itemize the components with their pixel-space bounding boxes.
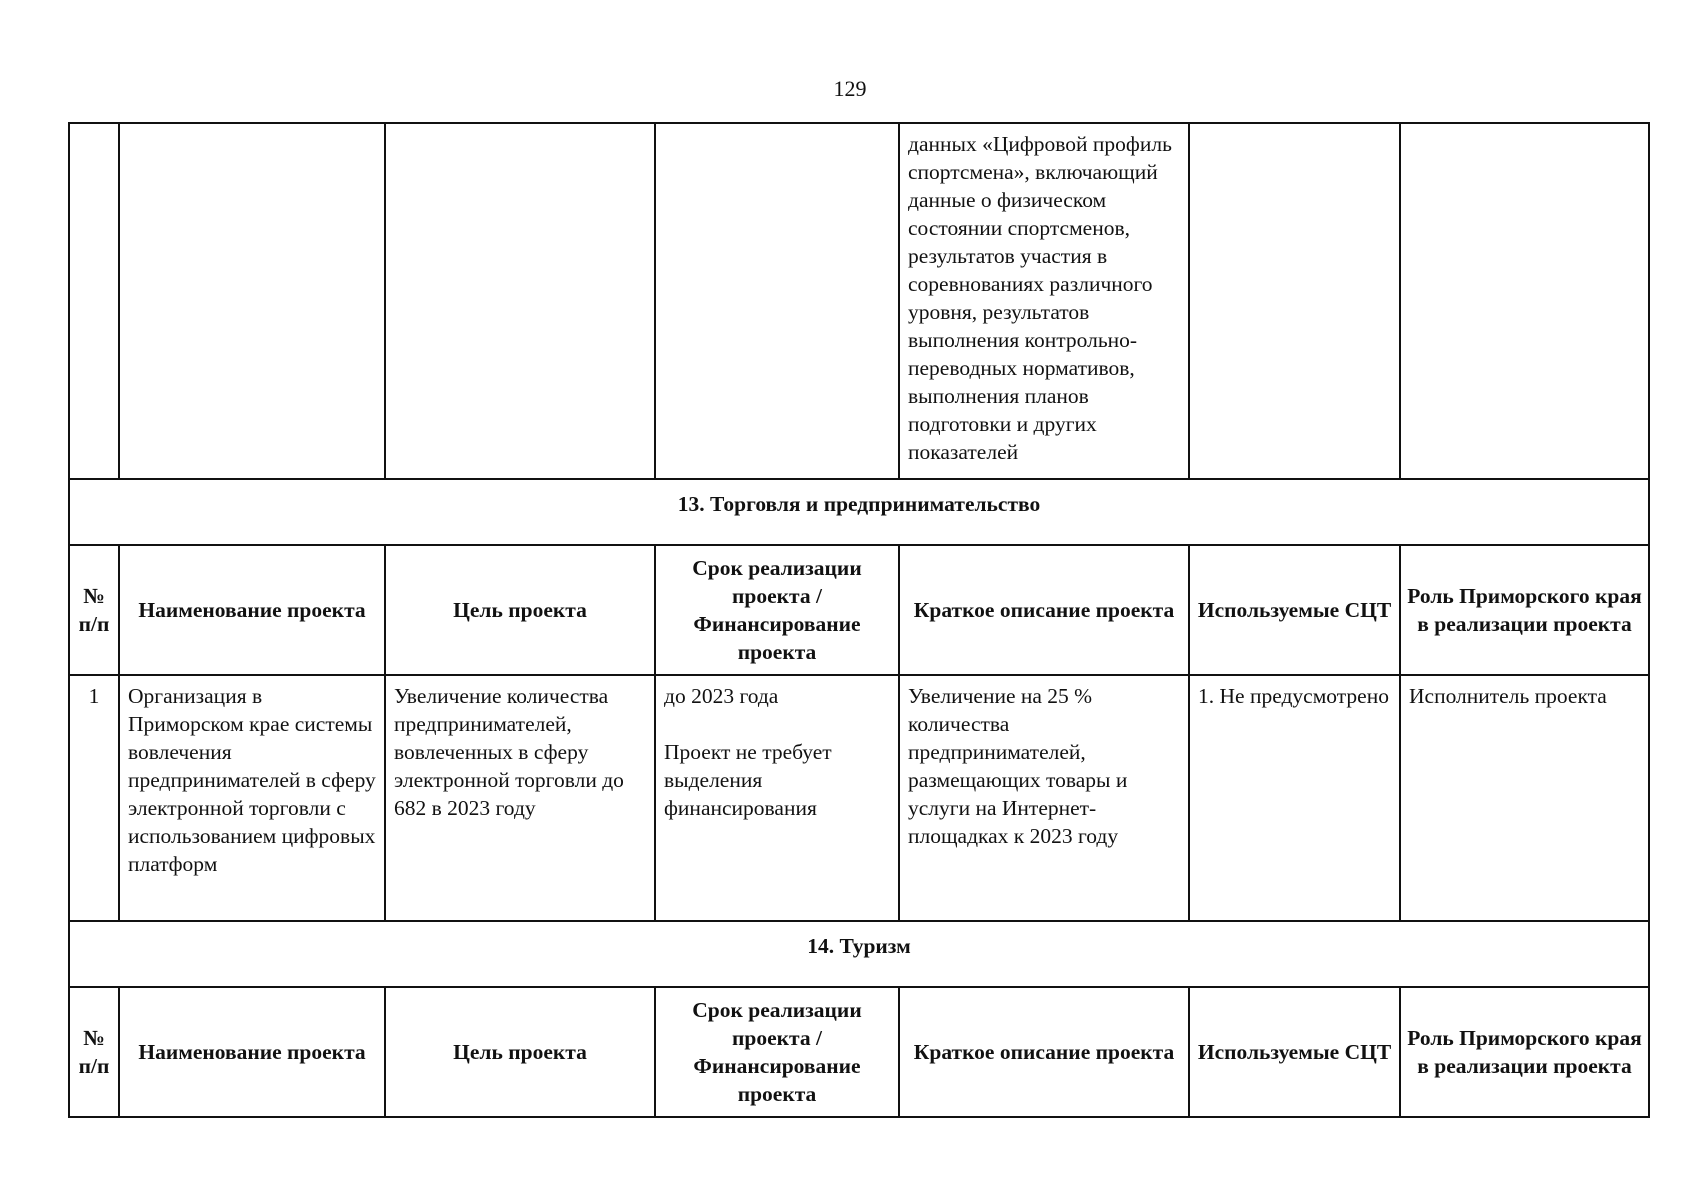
section-title-row bbox=[69, 479, 1649, 545]
column-header-term: Срок реализации проекта / Финансирование проекта bbox=[655, 987, 899, 1117]
continuation-description: данных «Цифровой профиль спортсмена», включающий данные о физическом состоянии спортсменов, результатов участия в соревнованиях различного уровня, результатов выполнения контрольно-переводных нормативов, выполнения планов подготовки и других показателей bbox=[899, 123, 1189, 479]
column-header-term: Срок реализации проекта / Финансирование проекта bbox=[655, 545, 899, 675]
cell-empty bbox=[1189, 123, 1400, 479]
column-header-tech: Используемые СЦТ bbox=[1189, 545, 1400, 675]
project-role: Исполнитель проекта bbox=[1400, 675, 1649, 921]
column-header-role: Роль Приморского края в реализации проекта bbox=[1400, 987, 1649, 1117]
project-term-cell bbox=[655, 675, 899, 921]
row-number: 1 bbox=[69, 675, 119, 921]
continuation-row bbox=[69, 123, 1649, 479]
section-title-row bbox=[69, 921, 1649, 987]
column-header-description: Краткое описание проекта bbox=[899, 545, 1189, 675]
section-title: 13. Торговля и предпринимательство bbox=[69, 479, 1649, 545]
projects-table bbox=[68, 122, 1650, 1118]
spacer bbox=[664, 710, 890, 738]
column-header-number: № п/п bbox=[69, 987, 119, 1117]
column-header-number: № п/п bbox=[69, 545, 119, 675]
project-goal: Увеличение количества предпринимателей, вовлеченных в сферу электронной торговли до 682 в 2023 году bbox=[385, 675, 655, 921]
column-header-name: Наименование проекта bbox=[119, 987, 385, 1117]
column-header-goal: Цель проекта bbox=[385, 987, 655, 1117]
column-header-role: Роль Приморского края в реализации проекта bbox=[1400, 545, 1649, 675]
table-row bbox=[69, 675, 1649, 921]
cell-empty bbox=[69, 123, 119, 479]
column-header-goal: Цель проекта bbox=[385, 545, 655, 675]
cell-empty bbox=[1400, 123, 1649, 479]
table-header-row bbox=[69, 545, 1649, 675]
column-header-tech: Используемые СЦТ bbox=[1189, 987, 1400, 1117]
cell-empty bbox=[119, 123, 385, 479]
project-funding: Проект не требует выделения финансирования bbox=[664, 740, 832, 820]
section-title: 14. Туризм bbox=[69, 921, 1649, 987]
project-name: Организация в Приморском крае системы вовлечения предпринимателей в сферу электронной торговли с использованием цифровых платформ bbox=[119, 675, 385, 921]
cell-empty bbox=[655, 123, 899, 479]
project-description: Увеличение на 25 % количества предпринимателей, размещающих товары и услуги на Интернет-площадках к 2023 году bbox=[899, 675, 1189, 921]
table-header-row bbox=[69, 987, 1649, 1117]
project-tech: 1. Не предусмотрено bbox=[1189, 675, 1400, 921]
column-header-description: Краткое описание проекта bbox=[899, 987, 1189, 1117]
column-header-name: Наименование проекта bbox=[119, 545, 385, 675]
project-term: до 2023 года bbox=[664, 684, 779, 708]
page-number: 129 bbox=[833, 76, 867, 101]
cell-empty bbox=[385, 123, 655, 479]
